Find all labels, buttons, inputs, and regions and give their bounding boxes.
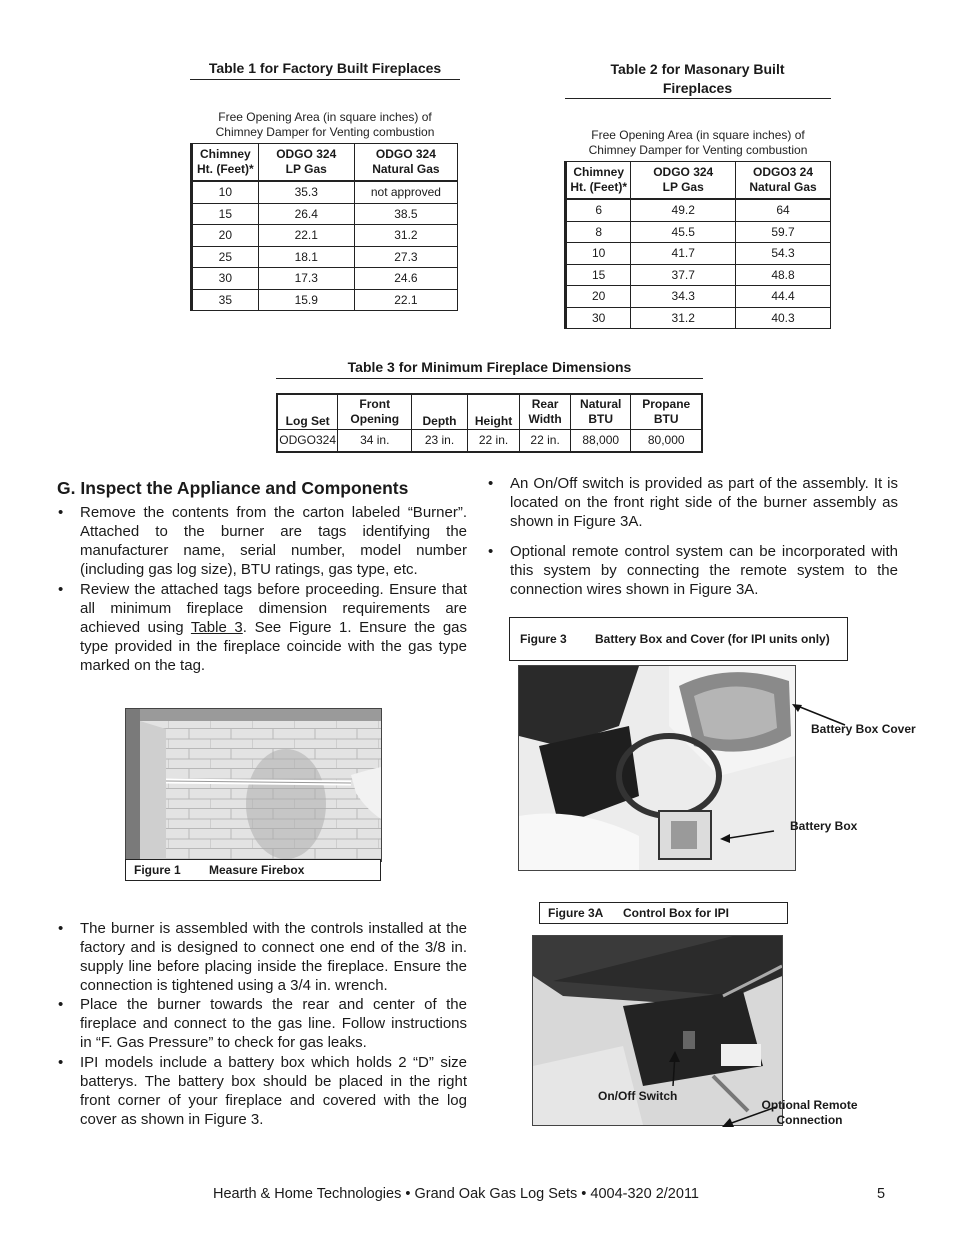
table-row bbox=[566, 264, 831, 286]
table-cell: 26.4 bbox=[258, 203, 354, 225]
table2 bbox=[564, 161, 831, 329]
table3-header: Rear Width bbox=[520, 394, 571, 430]
table-cell: 24.6 bbox=[354, 268, 457, 290]
table3-cell: 23 in. bbox=[412, 430, 468, 452]
table-cell: 8 bbox=[566, 221, 631, 243]
table3-cell: 34 in. bbox=[338, 430, 412, 452]
table-cell: 48.8 bbox=[736, 264, 831, 286]
bullet-text: IPI models include a battery box which holds 2 “D” size batterys. The battery box should be placed in the right front corner of your fireplace and covered with the log cover as shown in Figure 3. bbox=[80, 1054, 467, 1128]
table-cell: 35.3 bbox=[258, 181, 354, 203]
table-cell: 31.2 bbox=[354, 225, 457, 247]
table-cell: 45.5 bbox=[631, 221, 736, 243]
table1 bbox=[190, 143, 458, 311]
section-heading: G. Inspect the Appliance and Components bbox=[57, 478, 409, 498]
table3-title-rule bbox=[276, 378, 703, 379]
table2-header: ODGO3 24 Natural Gas bbox=[736, 162, 831, 200]
table2-title-rule bbox=[565, 98, 831, 99]
table3-link[interactable]: Table 3 bbox=[190, 619, 243, 636]
battery-box-cover-label: Battery Box Cover bbox=[811, 722, 916, 736]
table1-title: Table 1 for Factory Built Fireplaces bbox=[208, 60, 442, 76]
table-cell: 31.2 bbox=[631, 307, 736, 329]
table3-header: Height bbox=[467, 394, 519, 430]
bullet-text: The burner is assembled with the controls installed at the factory and is designed to connect one end of the 3/8 in. supply line before placing inside the fireplace. Ensure the connection is tightened using a 3/4 in. wrench. bbox=[80, 920, 467, 994]
table-cell: 30 bbox=[566, 307, 631, 329]
table3 bbox=[276, 393, 703, 453]
table-cell: 15 bbox=[192, 203, 259, 225]
table1-caption: Free Opening Area (in square inches) of Chimney Damper for Venting combustion bbox=[215, 110, 435, 139]
table-cell: 10 bbox=[192, 181, 259, 203]
table2-header: ODGO 324 LP Gas bbox=[631, 162, 736, 200]
bullet-text: Place the burner towards the rear and center of the fireplace and connect to the gas line. Follow instructions in “F. Gas Pressure” to check for gas leaks. bbox=[80, 996, 467, 1051]
table2-header: Chimney Ht. (Feet)* bbox=[566, 162, 631, 200]
bullet-item: • Optional remote control system can be incorporated with this system by connecting the remote system to the connection wires shown in Figure 3A. bbox=[488, 543, 898, 598]
table-cell: 18.1 bbox=[258, 246, 354, 268]
bullet-item: • Remove the contents from the carton labeled “Burner”. Attached to the burner are tags identifying the manufacturer name, serial number, model number (including gas log size), BTU ratings, gas type, etc. bbox=[58, 504, 467, 578]
table3-header: Propane BTU bbox=[631, 394, 702, 430]
table-cell: 38.5 bbox=[354, 203, 457, 225]
table-cell: 34.3 bbox=[631, 286, 736, 308]
table3-header: Log Set bbox=[277, 394, 338, 430]
optional-remote-label: Optional Remote Connection bbox=[761, 1098, 858, 1127]
table-row bbox=[566, 286, 831, 308]
table-cell: 35 bbox=[192, 289, 259, 311]
table3-header: Natural BTU bbox=[571, 394, 631, 430]
table-cell: 15.9 bbox=[258, 289, 354, 311]
footer-text: Hearth & Home Technologies • Grand Oak Gas Log Sets • 4004-320 2/2011 bbox=[213, 1186, 699, 1202]
table-cell: 37.7 bbox=[631, 264, 736, 286]
table3-header: Depth bbox=[412, 394, 468, 430]
table3-header: Front Opening bbox=[338, 394, 412, 430]
bullet-text: Optional remote control system can be incorporated with this system by connecting the remote system to the connection wires shown in Figure 3A. bbox=[510, 543, 898, 598]
page-number: 5 bbox=[877, 1186, 886, 1202]
bullet-item: • IPI models include a battery box which holds 2 “D” size batterys. The battery box should be placed in the right front corner of your fireplace and covered with the log cover as shown in Figure 3. bbox=[58, 1054, 467, 1128]
table-cell: 54.3 bbox=[736, 243, 831, 265]
table1-header: ODGO 324 LP Gas bbox=[258, 144, 354, 182]
table-cell: 22.1 bbox=[354, 289, 457, 311]
figure1-label: Figure 1 Measure Firebox bbox=[125, 859, 381, 881]
table-cell: 6 bbox=[566, 199, 631, 221]
table-row bbox=[192, 289, 458, 311]
battery-box-label: Battery Box bbox=[790, 819, 858, 833]
table-cell: 59.7 bbox=[736, 221, 831, 243]
bullet-text: Remove the contents from the carton labeled “Burner”. Attached to the burner are tags identifying the manufacturer name, serial number, model number (including gas log size), BTU ratings, gas type, etc. bbox=[80, 504, 467, 578]
table3-cell: ODGO324 bbox=[277, 430, 338, 452]
table3-cell: 22 in. bbox=[520, 430, 571, 452]
bullet-text: . See Figure 1. Ensure the gas type provided in the fireplace coincide with the gas type marked on the tag. bbox=[80, 619, 468, 674]
table-row bbox=[192, 181, 458, 203]
table2-caption: Free Opening Area (in square inches) of Chimney Damper for Venting combustion bbox=[588, 128, 808, 157]
table-cell: 40.3 bbox=[736, 307, 831, 329]
table-cell: 15 bbox=[566, 264, 631, 286]
table-cell: 22.1 bbox=[258, 225, 354, 247]
table-cell: 10 bbox=[566, 243, 631, 265]
table-cell: 20 bbox=[192, 225, 259, 247]
bullet-text: Review the attached tags before proceeding. Ensure that all minimum fireplace dimension requirements are achieved using bbox=[80, 581, 467, 636]
table3-title: Table 3 for Minimum Fireplace Dimensions bbox=[347, 359, 632, 375]
table-row bbox=[192, 268, 458, 290]
table-cell: 25 bbox=[192, 246, 259, 268]
table1-title-rule bbox=[190, 79, 460, 80]
table-cell: not approved bbox=[354, 181, 457, 203]
figure3-label: Figure 3 Battery Box and Cover (for IPI units only) bbox=[509, 617, 848, 661]
on-off-switch-label: On/Off Switch bbox=[598, 1089, 678, 1103]
table-cell: 30 bbox=[192, 268, 259, 290]
bullet-item: • An On/Off switch is provided as part of the assembly. It is located on the front right side of the burner assembly as shown in Figure 3A. bbox=[488, 475, 898, 530]
table-cell: 17.3 bbox=[258, 268, 354, 290]
table-row bbox=[192, 225, 458, 247]
table-cell: 27.3 bbox=[354, 246, 457, 268]
bullet-item: • Review the attached tags before proceeding. Ensure that all minimum fireplace dimension requirements are achieved using Table 3. See Figure 1. Ensure the gas type provided in the fireplace coincide with the gas type marked on the tag. bbox=[58, 581, 468, 674]
table-cell: 44.4 bbox=[736, 286, 831, 308]
bullet-item: • The burner is assembled with the controls installed at the factory and is designed to connect one end of the 3/8 in. supply line before placing inside the fireplace. Ensure the connection is tightened using a 3/4 in. wrench. bbox=[58, 920, 467, 994]
bullet-item: • Place the burner towards the rear and center of the fireplace and connect to the gas line. Follow instructions in “F. Gas Pressure” to check for gas leaks. bbox=[58, 996, 467, 1051]
table1-header: ODGO 324 Natural Gas bbox=[354, 144, 457, 182]
table-row bbox=[192, 246, 458, 268]
table1-header: Chimney Ht. (Feet)* bbox=[192, 144, 259, 182]
table-row bbox=[566, 307, 831, 329]
table-row bbox=[566, 199, 831, 221]
table-cell: 41.7 bbox=[631, 243, 736, 265]
arrow-icon bbox=[663, 1050, 683, 1090]
table-row bbox=[566, 243, 831, 265]
table-row bbox=[192, 203, 458, 225]
table-row bbox=[566, 221, 831, 243]
table-cell: 20 bbox=[566, 286, 631, 308]
figure1-photo bbox=[125, 708, 382, 862]
table2-title: Table 2 for Masonary Built Fireplaces bbox=[610, 61, 785, 96]
table3-cell: 22 in. bbox=[467, 430, 519, 452]
table-cell: 49.2 bbox=[631, 199, 736, 221]
table3-cell: 88,000 bbox=[571, 430, 631, 452]
figure3a-label: Figure 3A Control Box for IPI bbox=[539, 902, 788, 924]
table-cell: 64 bbox=[736, 199, 831, 221]
bullet-text: An On/Off switch is provided as part of the assembly. It is located on the front right side of the burner assembly as shown in Figure 3A. bbox=[510, 475, 898, 530]
table3-cell: 80,000 bbox=[631, 430, 702, 452]
arrow-icon bbox=[718, 827, 778, 847]
firebox-image bbox=[126, 709, 381, 861]
